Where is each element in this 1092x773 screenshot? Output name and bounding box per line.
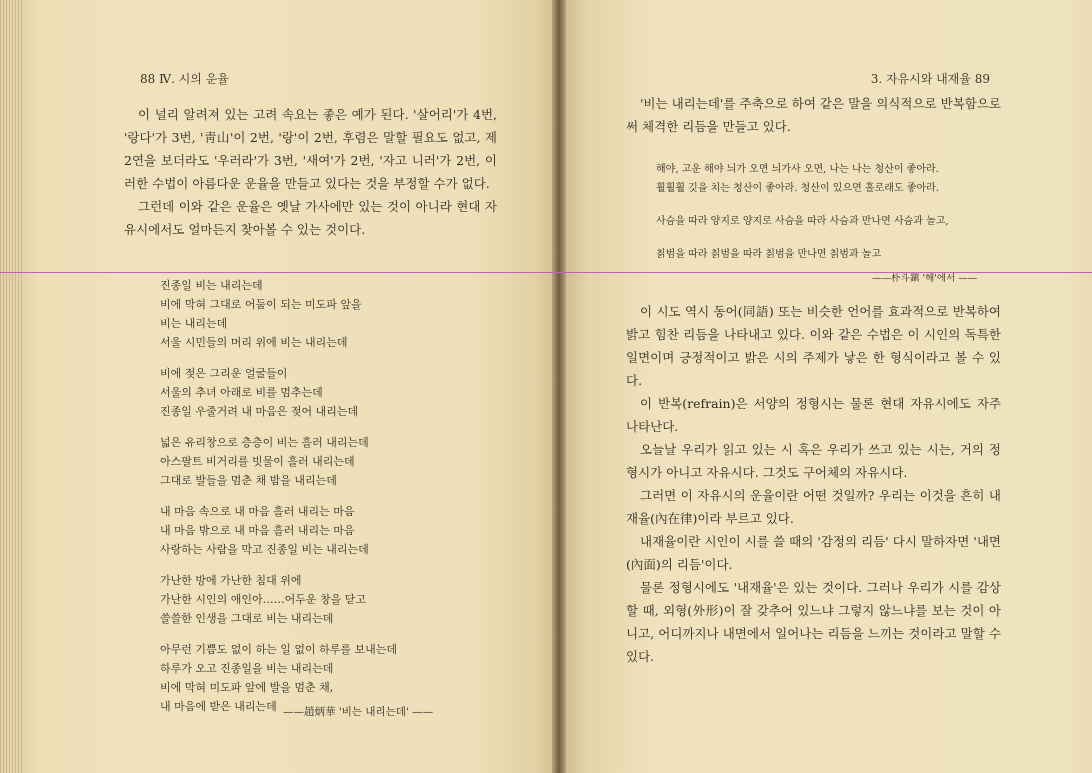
right-intro-text [626, 92, 1001, 138]
poem-line: 칡범을 따라 칡범을 따라 칡범을 만나면 칡범과 놀고 [656, 249, 882, 260]
poem-line: 해야, 고운 해야 늬가 오면 늬가사 오면, 나는 나는 청산이 좋아라. [656, 164, 939, 175]
poem-stanza [160, 571, 540, 628]
poem-stanza [160, 276, 540, 352]
poem-line: 내 마음에 받은 내리는데 [160, 700, 277, 713]
paragraph: '비는 내리는데'를 주축으로 하여 같은 말을 의식적으로 반복함으로써 체격한 리듬을 만들고 있다. [626, 96, 1001, 134]
poem-line: 넓은 유리창으로 층층이 비는 흘러 내리는데 [160, 436, 369, 449]
poem-line: 사랑하는 사람을 막고 진종일 비는 내리는데 [160, 543, 369, 556]
poem-line: 진종일 우줄거려 내 마음은 젖어 내리는데 [160, 405, 359, 418]
paragraph: 이 시도 역시 동어(同語) 또는 비슷한 언어를 효과적으로 반복하여 밝고 힘찬 리듬을 나타내고 있다. 이와 같은 수법은 이 시인의 독특한 일면이며 긍정적이고 밝은 시의 주제가 낳은 한 형식이라고 볼 수 있다. [626, 304, 1001, 388]
poem-line: 비에 막혀 미도파 앞에 발을 멈춘 채, [160, 681, 334, 694]
poem-stanza [656, 160, 1001, 198]
left-poem [160, 276, 540, 728]
paragraph: 그러면 이 자유시의 운율이란 어떤 것일까? 우리는 이것을 흔히 내재율(內在律)이라 부르고 있다. [626, 488, 1001, 526]
poem-line: 사슴을 따라 양지로 양지로 사슴을 따라 사슴과 만나면 사슴과 놀고, [656, 216, 949, 227]
paragraph: 물론 정형시에도 '내재율'은 있는 것이다. 그러나 우리가 시를 감상할 때, 외형(外形)이 잘 갖추어 있느냐 그렇지 않느냐를 보는 것이 아니고, 어디까지나 내면에서 일어나는 리듬을 느끼는 것이라고 말할 수 있다. [626, 580, 1001, 664]
paragraph: 내재율이란 시인이 시를 쓸 때의 '감정의 리듬' 다시 말하자면 '내면(內面)의 리듬'이다. [626, 534, 1001, 572]
poem-line: 훨훨훨 깃을 치는 청산이 좋아라. 청산이 있으면 홀로래도 좋아라. [656, 183, 939, 194]
running-head-left: 88 Ⅳ. 시의 운율 [140, 72, 229, 86]
poem-line: 하루가 오고 진종일을 비는 내리는데 [160, 662, 334, 675]
right-poem [656, 160, 1001, 276]
poem-line: 가난한 방에 가난한 침대 위에 [160, 574, 302, 587]
poem-line: 비는 내리는데 [160, 317, 228, 330]
poem-stanza [160, 433, 540, 490]
poem-line: 서울의 추녀 아래로 비를 멈추는데 [160, 386, 323, 399]
poem-line: 서울 시민들의 머리 위에 비는 내리는데 [160, 336, 348, 349]
paragraph: 그런데 이와 같은 운율은 옛날 가사에만 있는 것이 아니라 현대 자유시에서도 얼마든지 찾아볼 수 있는 것이다. [124, 199, 497, 237]
right-page [562, 0, 1092, 773]
poem-stanza [656, 212, 1001, 231]
paragraph: 오늘날 우리가 읽고 있는 시 혹은 우리가 쓰고 있는 시는, 거의 정형시가 아니고 자유시다. 그것도 구어체의 자유시다. [626, 442, 1001, 480]
page-edge [0, 0, 22, 773]
poem-line: 가난한 시인의 애인아……어두운 창을 닫고 [160, 593, 367, 606]
poem-line: 아스팔트 비거리를 빗물이 흘러 내리는데 [160, 455, 355, 468]
paragraph: 이 널리 알려져 있는 고려 속요는 좋은 예가 된다. '살어리'가 4번, '랑다'가 3번, '靑山'이 2번, '랑'이 2번, 후렴은 말할 필요도 없고, 제 2연을 보더라도 '우러라'가 3번, '새여'가 2번, '자고 니러'가 2번, 이러한 수법이 아름다운 운율을 만들고 있다는 것을 부정할 수가 없다. [124, 107, 497, 191]
poem-line: 쓸쓸한 인생을 그대로 비는 내리는데 [160, 612, 334, 625]
poem-line: 진종일 비는 내리는데 [160, 279, 263, 292]
book-gutter [552, 0, 566, 773]
poem-line: 비에 젖은 그리운 얼굴들이 [160, 367, 288, 380]
poem-line: 그대로 발들을 멈춘 채 밤을 내리는데 [160, 474, 337, 487]
running-head-right: 3. 자유시와 내재율 89 [870, 72, 990, 86]
poem-line: 내 마음 밖으로 내 마음 흘러 내리는 마음 [160, 524, 355, 537]
poem-line: 내 마음 속으로 내 마음 흘러 내리는 마음 [160, 505, 355, 518]
poem-stanza [160, 502, 540, 559]
paragraph: 이 반복(refrain)은 서양의 정형시는 물론 현대 자유시에도 자주 나타난다. [626, 396, 1001, 434]
poem-credit-left: ——趙炳華 '비는 내리는데' —— [283, 706, 434, 718]
right-body-text [626, 300, 1001, 668]
poem-credit-right: ——朴斗鎭 '해'에서 —— [872, 273, 978, 284]
poem-line: 아무런 기쁨도 없이 하는 일 없이 하루를 보내는데 [160, 643, 397, 656]
scan-guide-line [0, 272, 1092, 273]
poem-stanza [160, 364, 540, 421]
left-intro-text [124, 103, 497, 241]
poem-stanza [656, 245, 1001, 264]
poem-line: 비에 막혀 그대로 어둠이 되는 미도파 앞을 [160, 298, 362, 311]
